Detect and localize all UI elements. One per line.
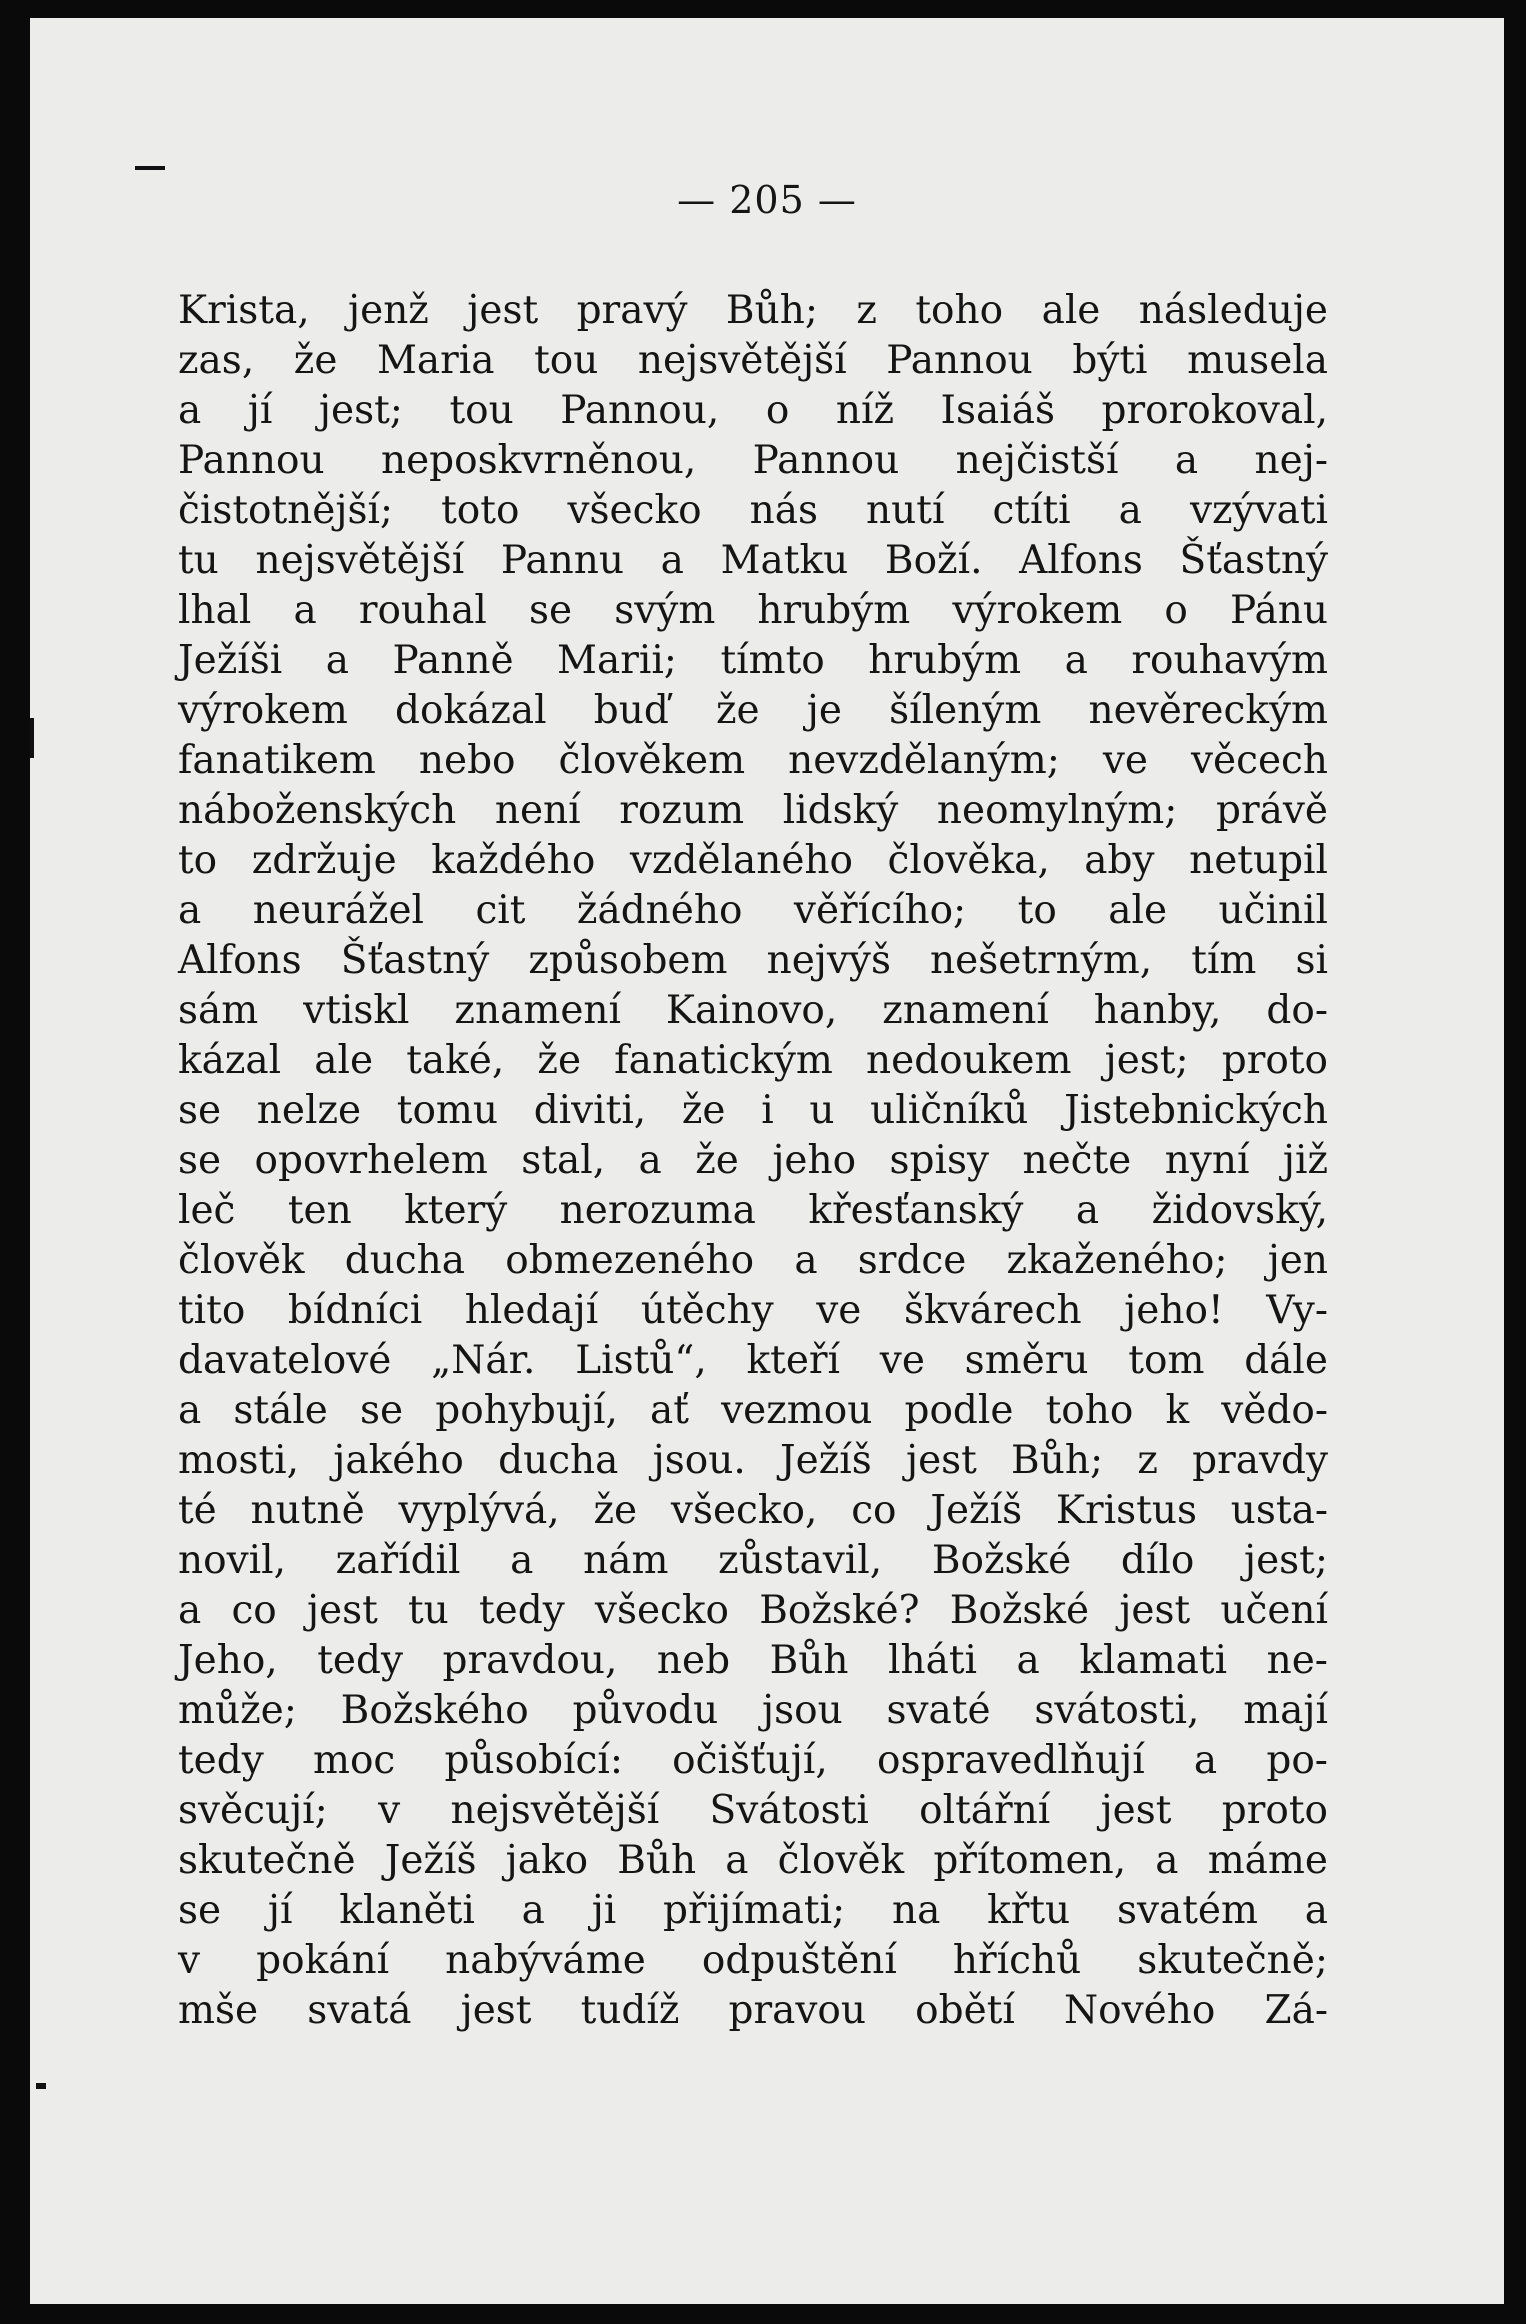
- text-line: tu nejsvětější Pannu a Matku Boží. Alfons Šťastný: [178, 538, 1328, 583]
- text-line: mše svatá jest tudíž pravou obětí Nového Zá-: [178, 1988, 1328, 2033]
- text-line: leč ten který nerozuma křesťanský a židovský,: [178, 1188, 1328, 1233]
- text-line: náboženských není rozum lidský neomylným; právě: [178, 788, 1328, 833]
- scan-mark-left: [30, 718, 34, 758]
- text-line: kázal ale také, že fanatickým nedoukem jest; proto: [178, 1038, 1328, 1083]
- text-line: a stále se pohybují, ať vezmou podle toho k vědo-: [178, 1388, 1328, 1433]
- text-line: lhal a rouhal se svým hrubým výrokem o Pánu: [178, 588, 1328, 633]
- book-page: [30, 18, 1504, 2304]
- text-line: se jí klaněti a ji přijímati; na křtu svatém a: [178, 1888, 1328, 1933]
- text-line: to zdržuje každého vzdělaného člověka, aby netupil: [178, 838, 1328, 883]
- text-line: v pokání nabýváme odpuštění hříchů skutečně;: [178, 1938, 1328, 1983]
- text-line: skutečně Ježíš jako Bůh a člověk přítomen, a máme: [178, 1838, 1328, 1883]
- text-line: svěcují; v nejsvětější Svátosti oltářní jest proto: [178, 1788, 1328, 1833]
- text-line: člověk ducha obmezeného a srdce zkaženého; jen: [178, 1238, 1328, 1283]
- body-text: [178, 286, 1328, 2036]
- text-line: Ježíši a Panně Marii; tímto hrubým a rouhavým: [178, 638, 1328, 683]
- scan-mark-top: [135, 166, 165, 170]
- text-line: čistotnější; toto všecko nás nutí ctíti a vzývati: [178, 488, 1328, 533]
- text-line: tedy moc působící: očišťují, ospravedlňují a po-: [178, 1738, 1328, 1783]
- text-line: Pannou neposkvrněnou, Pannou nejčistší a nej-: [178, 438, 1328, 483]
- text-line: výrokem dokázal buď že je šíleným nevěreckým: [178, 688, 1328, 733]
- text-line: se opovrhelem stal, a že jeho spisy nečte nyní již: [178, 1138, 1328, 1183]
- text-line: novil, zařídil a nám zůstavil, Božské dílo jest;: [178, 1538, 1328, 1583]
- text-line: mosti, jakého ducha jsou. Ježíš jest Bůh; z pravdy: [178, 1438, 1328, 1483]
- text-line: Jeho, tedy pravdou, neb Bůh lháti a klamati ne-: [178, 1638, 1328, 1683]
- text-line: tito bídníci hledají útěchy ve škvárech jeho! Vy-: [178, 1288, 1328, 1333]
- text-line: může; Božského původu jsou svaté svátosti, mají: [178, 1688, 1328, 1733]
- text-line: Alfons Šťastný způsobem nejvýš nešetrným, tím si: [178, 938, 1328, 983]
- text-line: fanatikem nebo člověkem nevzdělaným; ve věcech: [178, 738, 1328, 783]
- scan-mark-edge: [36, 2083, 46, 2089]
- text-line: a neurážel cit žádného věřícího; to ale učinil: [178, 888, 1328, 933]
- text-line: zas, že Maria tou nejsvětější Pannou býti musela: [178, 338, 1328, 383]
- text-line: sám vtiskl znamení Kainovo, znamení hanby, do-: [178, 988, 1328, 1033]
- text-line: té nutně vyplývá, že všecko, co Ježíš Kristus usta-: [178, 1488, 1328, 1533]
- text-line: a co jest tu tedy všecko Božské? Božské jest učení: [178, 1588, 1328, 1633]
- text-line: davatelové „Nár. Listů“, kteří ve směru tom dále: [178, 1338, 1328, 1383]
- text-line: a jí jest; tou Pannou, o níž Isaiáš prorokoval,: [178, 388, 1328, 433]
- page-number: — 205 —: [677, 178, 857, 222]
- text-line: se nelze tomu diviti, že i u uličníků Jistebnických: [178, 1088, 1328, 1133]
- text-line: Krista, jenž jest pravý Bůh; z toho ale následuje: [178, 288, 1328, 333]
